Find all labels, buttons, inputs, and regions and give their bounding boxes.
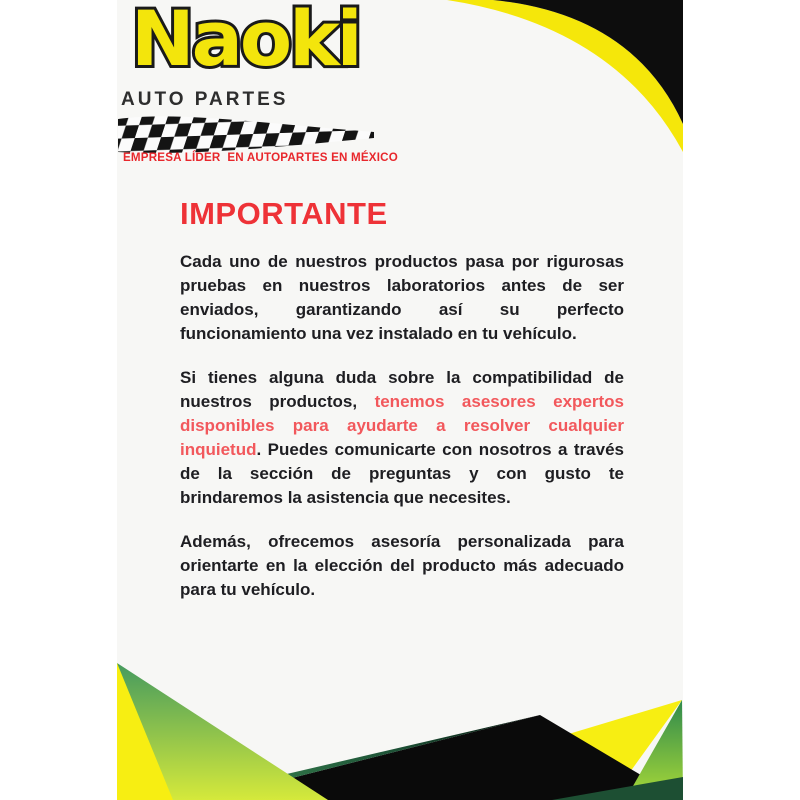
bottom-decoration — [117, 650, 683, 800]
paragraph-quality: Cada uno de nuestros productos pasa por rigurosas pruebas en nuestros laboratorios antes de ser enviados, garantizando así su perfecto funcionamiento una vez instalado en tu vehículo. — [180, 252, 624, 343]
paragraph-support — [180, 366, 624, 510]
paragraph-advice: Además, ofrecemos asesoría personalizada para orientarte en la elección del producto más adecuado para tu vehículo. — [180, 532, 624, 599]
brand-logo: Naoki — [131, 0, 360, 83]
corner-decoration-top-right — [447, 0, 683, 155]
paragraph-support-highlight: tenemos asesores expertos disponibles para ayudarte a resolver cualquier inquietud — [180, 392, 624, 459]
checkered-flag-icon — [117, 113, 375, 155]
paragraph-support-before: Si tienes alguna duda sobre la compatibilidad de nuestros productos, — [180, 368, 624, 411]
page-title: IMPORTANTE — [180, 196, 388, 231]
brand-subtitle: AUTO PARTES — [121, 89, 289, 110]
flyer-panel — [117, 0, 683, 800]
body-copy — [180, 250, 624, 602]
brand-tagline: EMPRESA LÍDER EN AUTOPARTES EN MÉXICO — [123, 151, 398, 164]
paragraph-support-after: . Puedes comunicarte con nosotros a través de la sección de preguntas y con gusto te brindaremos la asistencia que necesites. — [180, 440, 624, 507]
